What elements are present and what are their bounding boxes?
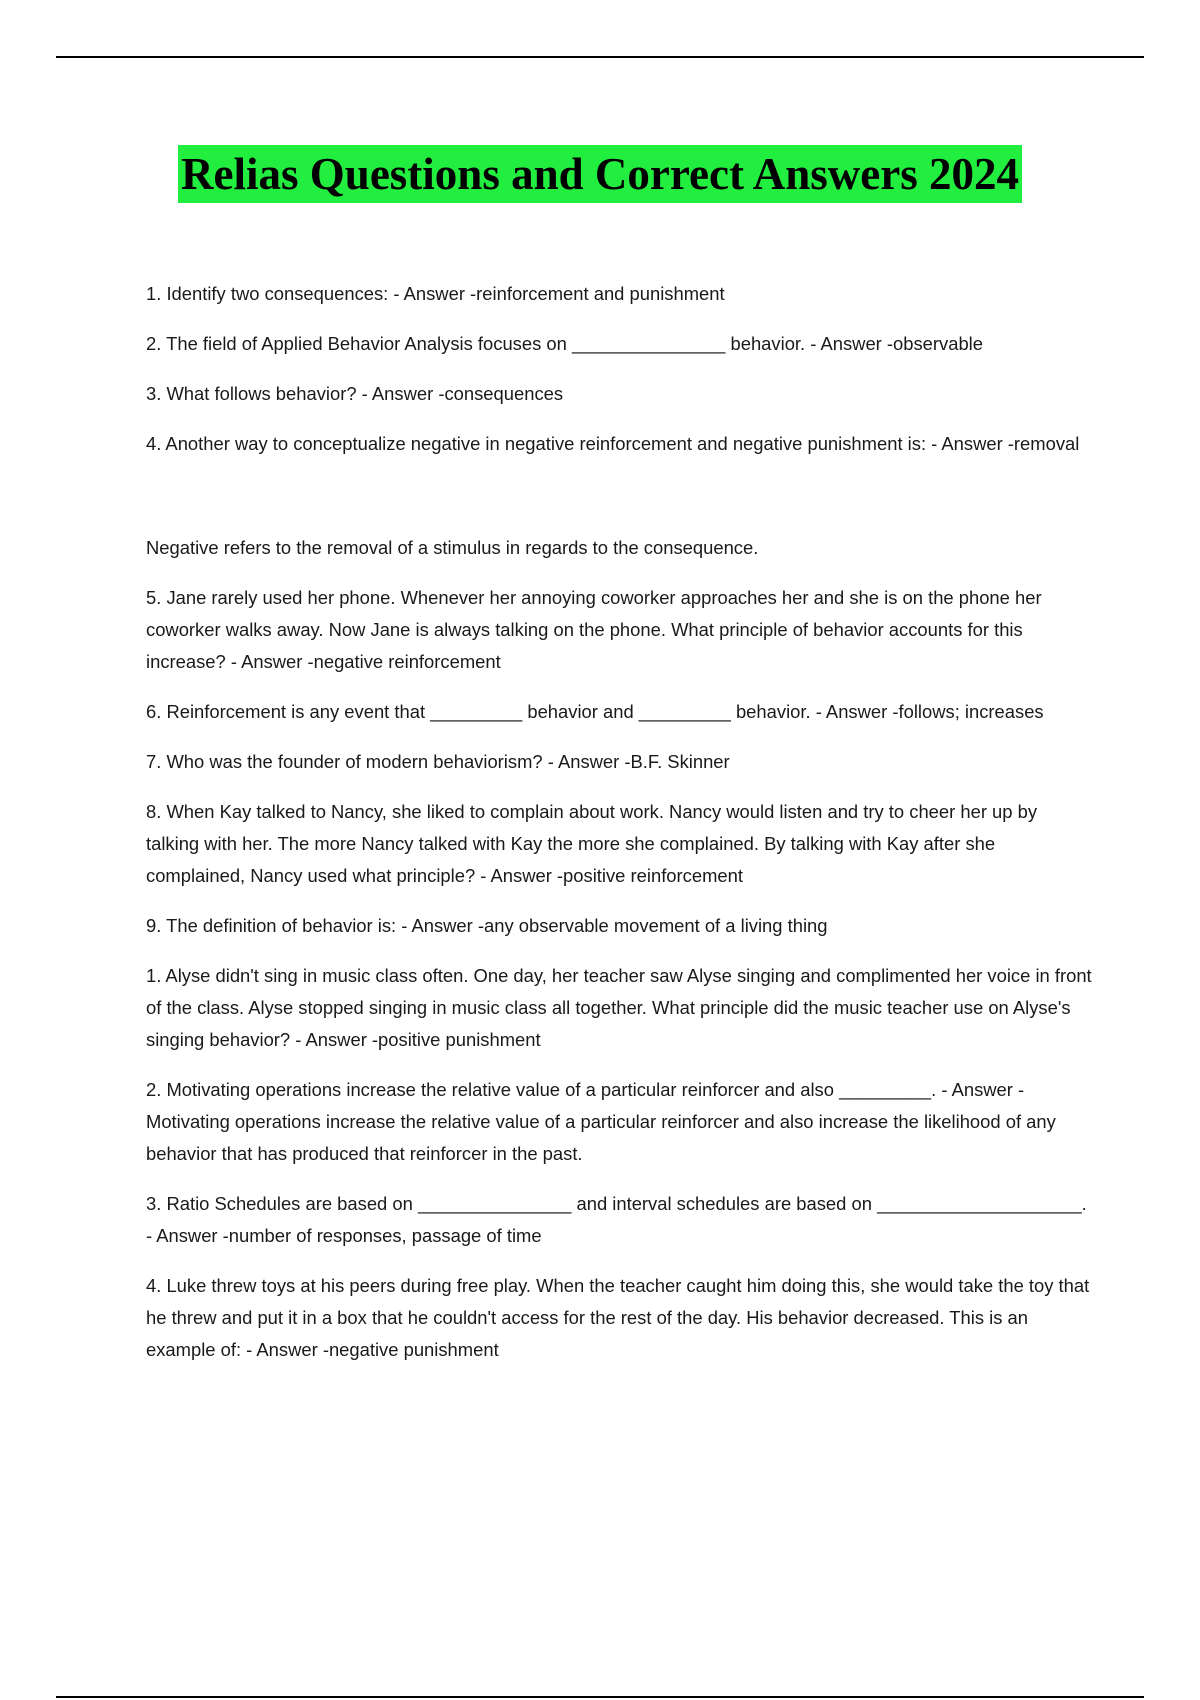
qa-paragraph: 6. Reinforcement is any event that _________ behavior and _________ behavior. - Answer -follows; increases (146, 701, 1044, 722)
qa-paragraph: 2. Motivating operations increase the relative value of a particular reinforcer and also _________. - Answer -Motivating operations increase the relative value of a particular reinforcer and also increase the likelihood of any behavior that has produced that reinforcer in the past. (146, 1079, 1056, 1164)
qa-paragraph: 4. Luke threw toys at his peers during free play. When the teacher caught him doing this, she would take the toy that he threw and put it in a box that he couldn't access for the rest of the day. His behavior decreased. This is an example of: - Answer -negative punishment (146, 1275, 1090, 1360)
footer-rule (56, 1696, 1144, 1698)
qa-paragraph: 9. The definition of behavior is: - Answer -any observable movement of a living thing (146, 915, 828, 936)
qa-paragraph: 8. When Kay talked to Nancy, she liked to complain about work. Nancy would listen and try to cheer her up by talking with her. The more Nancy talked with Kay the more she complained. By talking with Kay after she complained, Nancy used what principle? - Answer -positive reinforcement (146, 801, 1038, 886)
qa-paragraph: 5. Jane rarely used her phone. Whenever her annoying coworker approaches her and she is on the phone her coworker walks away. Now Jane is always talking on the phone. What principle of behavior accounts for this increase? - Answer -negative reinforcement (146, 587, 1042, 672)
qa-paragraph: 4. Another way to conceptualize negative in negative reinforcement and negative punishment is: - Answer -removal (146, 433, 1080, 454)
qa-paragraph: 1. Identify two consequences: - Answer -reinforcement and punishment (146, 283, 725, 304)
qa-paragraph: 2. The field of Applied Behavior Analysis focuses on _______________ behavior. - Answer -observable (146, 333, 983, 354)
qa-paragraph: 3. Ratio Schedules are based on _______________ and interval schedules are based on ____________________. - Answer -number of responses, passage of time (146, 1193, 1087, 1246)
header-rule (56, 56, 1144, 58)
title-container (0, 145, 1200, 203)
explanation-paragraph: Negative refers to the removal of a stimulus in regards to the consequence. (146, 537, 759, 558)
document-body (146, 278, 1092, 1384)
qa-paragraph: 7. Who was the founder of modern behaviorism? - Answer -B.F. Skinner (146, 751, 730, 772)
qa-paragraph: 1. Alyse didn't sing in music class often. One day, her teacher saw Alyse singing and complimented her voice in front of the class. Alyse stopped singing in music class all together. What principle did the music teacher use on Alyse's singing behavior? - Answer -positive punishment (146, 965, 1092, 1050)
qa-paragraph: 3. What follows behavior? - Answer -consequences (146, 383, 564, 404)
document-title: Relias Questions and Correct Answers 2024 (178, 145, 1022, 203)
